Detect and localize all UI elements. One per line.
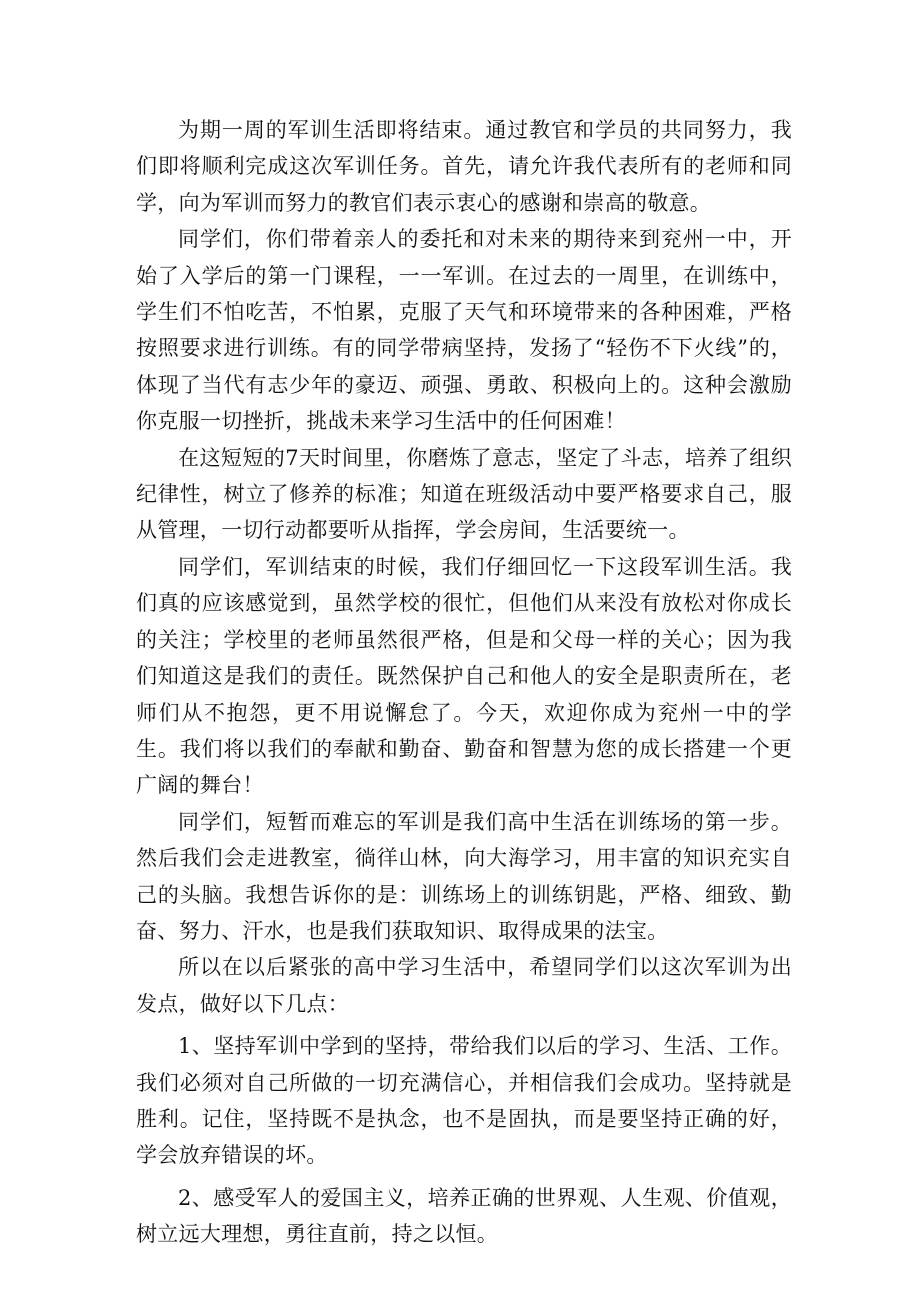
paragraph-5: 同学们，短暂而难忘的军训是我们高中生活在训练场的第一步。然后我们会走进教室，徜徉山林，向大海学习，用丰富的知识充实自己的头脑。我想告诉你的是：训练场上的训练钥匙，严格、细致、勤奋、努力、汗水，也是我们获取知识、取得成果的法宝。 — [136, 809, 792, 943]
document-body — [136, 112, 792, 1253]
list-item-2: 2、感受军人的爱国主义，培养正确的世界观、人生观、价值观，树立远大理想，勇往直前，持之以恒。 — [136, 1185, 792, 1247]
paragraph-4: 同学们，军训结束的时候，我们仔细回忆一下这段军训生活。我们真的应该感觉到，虽然学校的很忙，但他们从来没有放松对你成长的关注；学校里的老师虽然很严格，但是和父母一样的关心；因为我们知道这是我们的责任。既然保护自己和他人的安全是职责所在，老师们从不抱怨，更不用说懈怠了。今天，欢迎你成为兖州一中的学生。我们将以我们的奉献和勤奋、勤奋和智慧为您的成长搭建一个更广阔的舞台！ — [136, 554, 792, 798]
paragraph-6: 所以在以后紧张的高中学习生活中，希望同学们以这次军训为出发点，做好以下几点： — [136, 955, 792, 1016]
paragraph-2: 同学们，你们带着亲人的委托和对未来的期待来到兖州一中，开始了入学后的第一门课程，一一军训。在过去的一周里，在训练中，学生们不怕吃苦，不怕累，克服了天气和环境带来的各种困难，严格按照要求进行训练。有的同学带病坚持，发扬了“轻伤不下火线”的，体现了当代有志少年的豪迈、顽强、勇敢、积极向上的。这种会激励你克服一切挫折，挑战未来学习生活中的任何困难！ — [136, 227, 792, 434]
list-item-1: 1、坚持军训中学到的坚持，带给我们以后的学习、生活、工作。我们必须对自己所做的一切充满信心，并相信我们会成功。坚持就是胜利。记住，坚持既不是执念，也不是固执，而是要坚持正确的好，学会放弃错误的坏。 — [136, 1034, 792, 1168]
paragraph-1: 为期一周的军训生活即将结束。通过教官和学员的共同努力，我们即将顺利完成这次军训任务。首先，请允许我代表所有的老师和同学，向为军训而努力的教官们表示衷心的感谢和崇高的敬意。 — [136, 118, 792, 215]
paragraph-3: 在这短短的7天时间里，你磨炼了意志，坚定了斗志，培养了组织纪律性，树立了修养的标准；知道在班级活动中要严格要求自己，服从管理，一切行动都要听从指挥，学会房间，生活要统一。 — [136, 445, 792, 543]
